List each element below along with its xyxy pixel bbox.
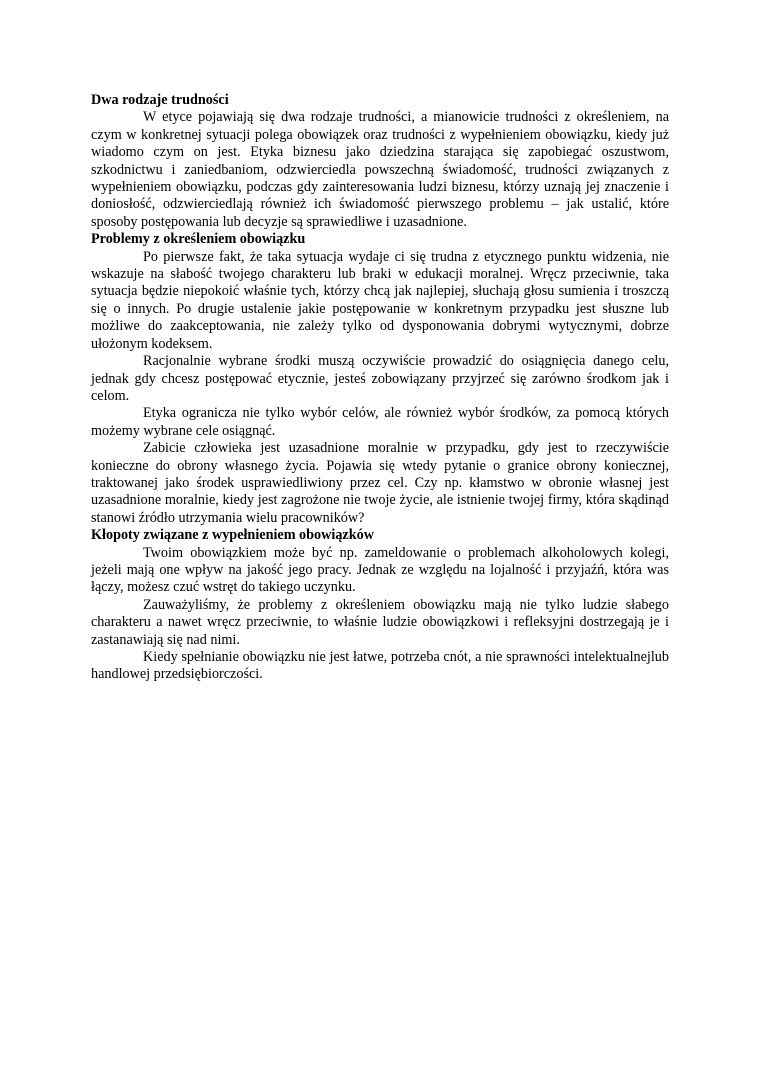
paragraph: Etyka ogranicza nie tylko wybór celów, ale również wybór środków, za pomocą których możemy wybrane cele osiągnąć.	[91, 405, 669, 439]
paragraph: Po pierwsze fakt, że taka sytuacja wydaje ci się trudna z etycznego punktu widzenia, nie wskazuje na słabość twojego charakteru lub braki w edukacji moralnej. Wręcz przeciwnie, taka sytuacja będzie niepokoić właśnie tych, którzy chcą jak najlepiej, słuchają głosu sumienia i troszczą się o innych. Po drugie ustalenie jakie postępowanie w konkretnym przypadku jest słuszne lub możliwe do zaakceptowania, nie zależy tylko od dysponowania dobrymi wytycznymi, dobrze ułożonym kodeksem.	[91, 248, 669, 352]
section-heading: Dwa rodzaje trudności	[91, 92, 229, 108]
section-heading: Problemy z określeniem obowiązku	[91, 231, 306, 248]
paragraph: Kiedy spełnianie obowiązku nie jest łatwe, potrzeba cnót, a nie sprawności intelektualnejlub handlowej przedsiębiorczości.	[91, 649, 669, 683]
paragraph: Twoim obowiązkiem może być np. zameldowanie o problemach alkoholowych kolegi, jeżeli mają one wpływ na jakość jego pracy. Jednak ze względu na lojalność i przyjaźń, która was łączy, możesz czuć wstręt do takiego uczynku.	[91, 544, 669, 596]
paragraph: Racjonalnie wybrane środki muszą oczywiście prowadzić do osiągnięcia danego celu, jednak gdy chcesz postępować etycznie, jesteś zobowiązany przyjrzeć się zarówno środkom jak i celom.	[91, 353, 669, 404]
document-page	[91, 92, 669, 684]
paragraph: W etyce pojawiają się dwa rodzaje trudności, a mianowicie trudności z określeniem, na czym w konkretnej sytuacji polega obowiązek oraz trudności z wypełnieniem obowiązku, kiedy już wiadomo czym on jest. Etyka biznesu jako dziedzina starająca się zapobiegać oszustwom, szkodnictwu i zaniedbaniom, odzwierciedla powszechną świadomość, trudności związanych z wypełnieniem obowiązku, podczas gdy zainteresowania ludzi biznesu, którzy uznają jej znaczenie i doniosłość, odzwierciedlają również ich świadomość pierwszego problemu – jak ustalić, które sposoby postępowania lub decyzje są sprawiedliwe i uzasadnione.	[91, 109, 669, 230]
paragraph: Zauważyliśmy, że problemy z określeniem obowiązku mają nie tylko ludzie słabego charakteru a nawet wręcz przeciwnie, to właśnie ludzie obowiązkowi i refleksyjni dostrzegają je i zastanawiają się nad nimi.	[91, 596, 669, 648]
paragraph: Zabicie człowieka jest uzasadnione moralnie w przypadku, gdy jest to rzeczywiście konieczne do obrony własnego życia. Pojawia się wtedy pytanie o granice obrony koniecznej, traktowanej jako środek usprawiedliwiony przez cel. Czy np. kłamstwo w obronie własnej jest uzasadnione moralnie, kiedy jest zagrożone nie twoje życie, ale istnienie twojej firmy, która skądinąd stanowi źródło utrzymania wielu pracowników?	[91, 440, 669, 526]
section-heading: Kłopoty związane z wypełnieniem obowiązków	[91, 527, 374, 544]
